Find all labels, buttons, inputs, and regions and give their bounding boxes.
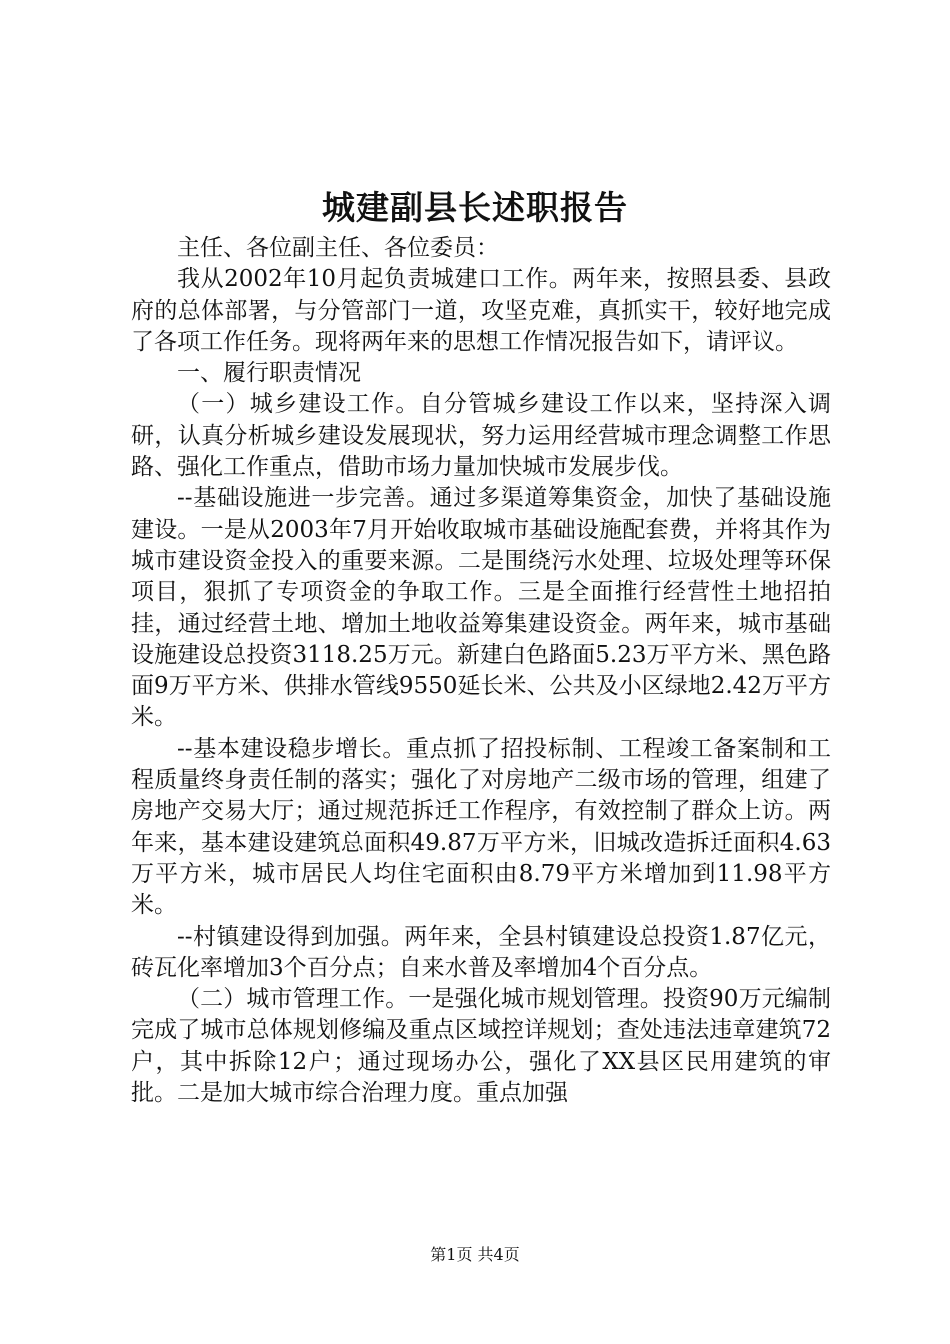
document-title: 城建副县长述职报告 <box>322 188 628 227</box>
infrastructure-paragraph: --基础设施进一步完善。通过多渠道筹集资金，加快了基础设施建设。一是从2003年7月开始收取城市基础设施配套费，并将其作为城市建设资金投入的重要来源。二是围绕污水处理、垃圾处理等环保项目，狠抓了专项资金的争取工作。三是全面推行经营性土地招拍挂，通过经营土地、增加土地收益筹集建设资金。两年来，城市基础设施建设总投资3118.25万元。新建白色路面5.23万平方米、黑色路面9万平方米、供排水管线9550延长米、公共及小区绿地2.42万平方米。 <box>131 485 831 731</box>
section-heading: 一、履行职责情况 <box>177 360 361 387</box>
basic-construction-paragraph: --基本建设稳步增长。重点抓了招投标制、工程竣工备案制和工程质量终身责任制的落实；强化了对房地产二级市场的管理，组建了房地产交易大厅；通过规范拆迁工作程序，有效控制了群众上访。两年来，基本建设建筑总面积49.87万平方米，旧城改造拆迁面积4.63万平方米，城市居民人均住宅面积由8.79平方米增加到11.98平方米。 <box>131 735 831 919</box>
document-body <box>131 233 831 1109</box>
intro-paragraph: 我从2002年10月起负责城建口工作。两年来，按照县委、县政府的总体部署，与分管部门一道，攻坚克难，真抓实干，较好地完成了各项工作任务。现将两年来的思想工作情况报告如下，请评议。 <box>131 266 831 355</box>
subsection-urban-management: （二）城市管理工作。一是强化城市规划管理。投资90万元编制完成了城市总体规划修编及重点区域控详规划；查处违法违章建筑72户，其中拆除12户；通过现场办公，强化了XX县区民用建筑的审批。二是加大城市综合治理力度。重点加强 <box>131 986 831 1107</box>
page-number-footer: 第1页 共4页 <box>430 1245 520 1264</box>
salutation-paragraph: 主任、各位副主任、各位委员： <box>177 235 499 261</box>
village-construction-paragraph: --村镇建设得到加强。两年来，全县村镇建设总投资1.87亿元，砖瓦化率增加3个百分点；自来水普及率增加4个百分点。 <box>131 923 831 981</box>
subsection-urban-rural-construction: （一）城乡建设工作。自分管城乡建设工作以来，坚持深入调研，认真分析城乡建设发展现状，努力运用经营城市理念调整工作思路、强化工作重点，借助市场力量加快城市发展步伐。 <box>131 391 831 481</box>
